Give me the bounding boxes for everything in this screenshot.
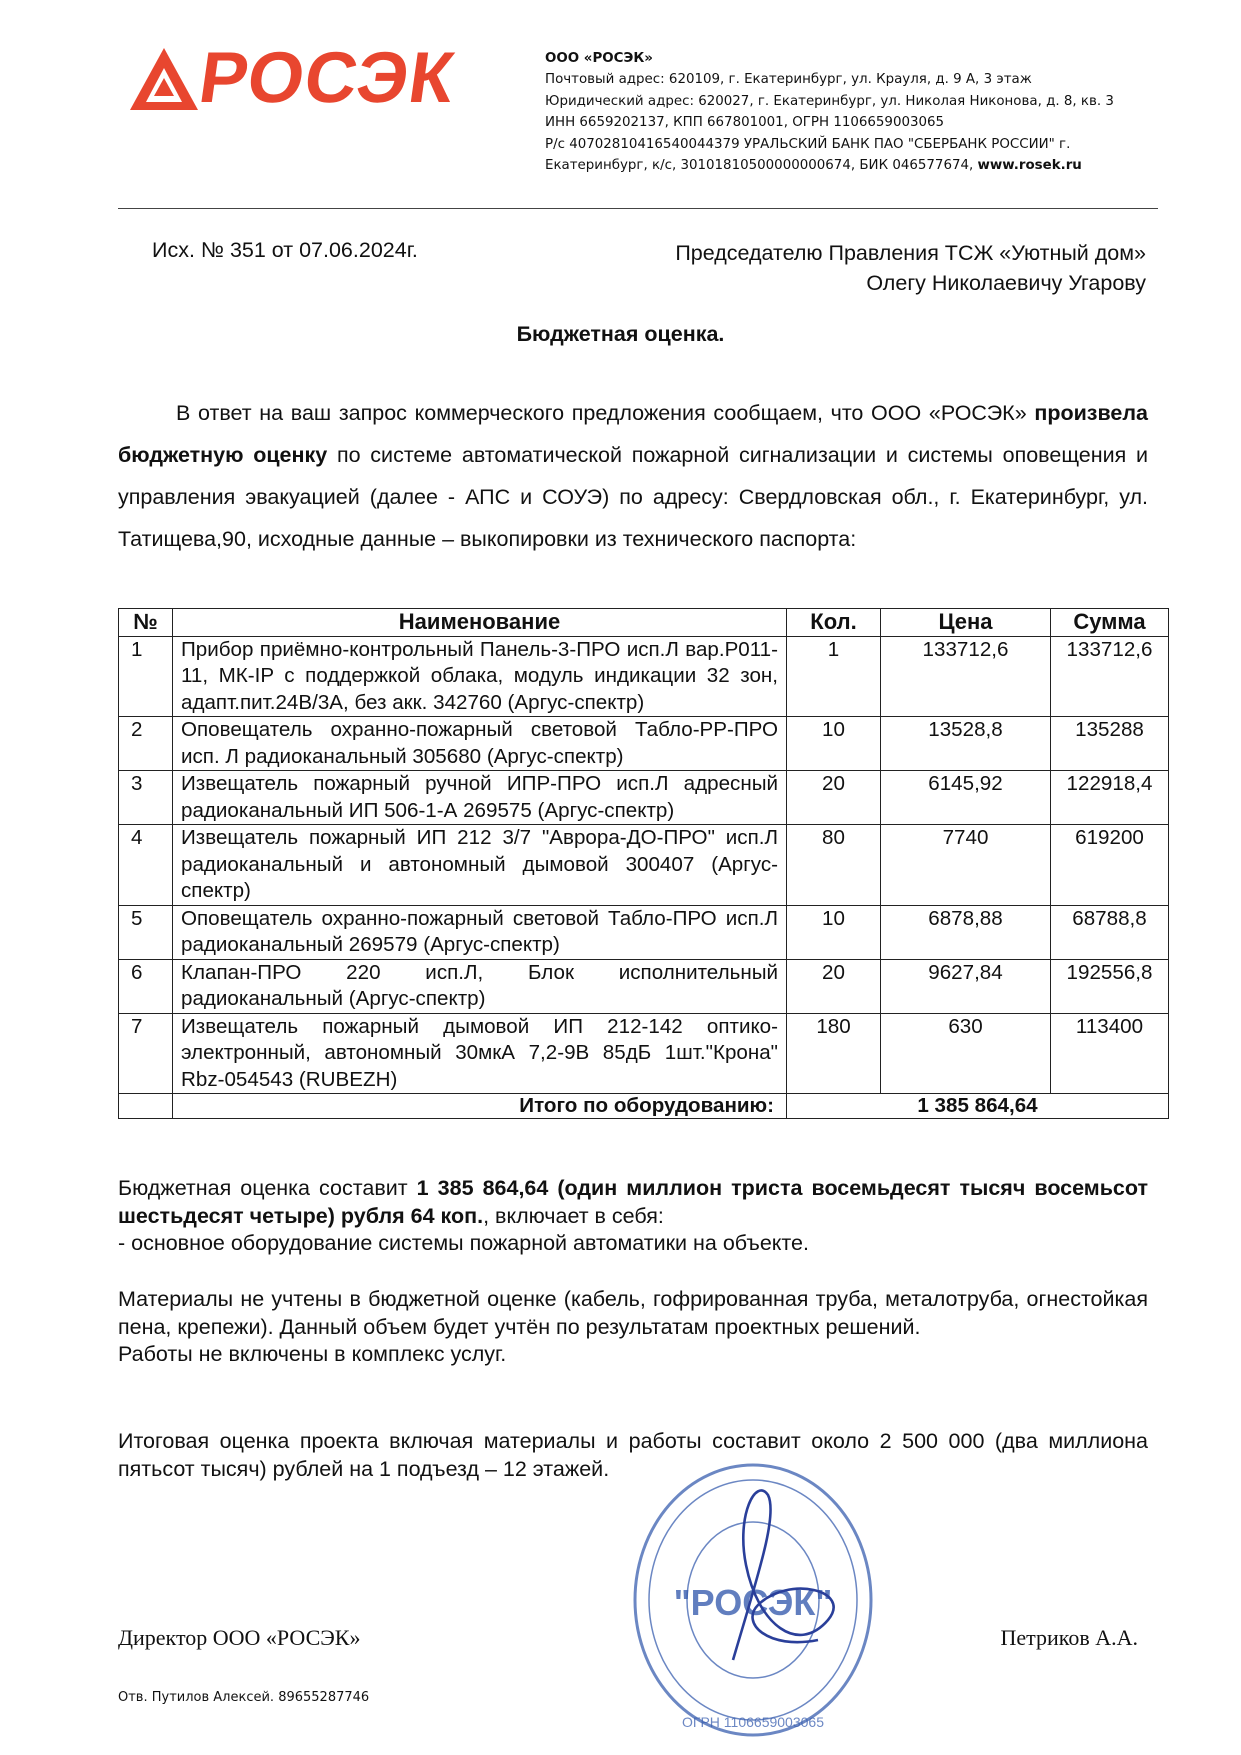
- row-qty: 80: [787, 825, 881, 906]
- table-row: [119, 771, 1169, 825]
- outgoing-reference: Исх. № 351 от 07.06.2024г.: [152, 238, 418, 262]
- row-num: 4: [119, 825, 173, 906]
- row-price: 9627,84: [881, 959, 1051, 1013]
- responsible-contact: Отв. Путилов Алексей. 89655287746: [118, 1690, 370, 1705]
- equipment-table: [118, 608, 1169, 1119]
- column-header-qty: Кол.: [787, 609, 881, 637]
- addressee-position: Председателю Правления ТСЖ «Уютный дом»: [675, 241, 1146, 265]
- table-row: [119, 636, 1169, 717]
- total-label: Итого по оборудованию:: [173, 1094, 787, 1119]
- budget-total-amount: 1 385 864,64 (один миллион триста восемьдесят тысяч восемьсот шестьдесят четыре) рубля 64 коп.: [118, 1176, 1148, 1228]
- row-qty: 10: [787, 905, 881, 959]
- signatory-position: Директор ООО «РОСЭК»: [118, 1625, 361, 1650]
- intro-paragraph: [118, 392, 1148, 560]
- total-value: 1 385 864,64: [787, 1094, 1169, 1119]
- row-num: 2: [119, 717, 173, 771]
- total-empty-cell: [119, 1094, 173, 1119]
- logo-mark-icon: [128, 46, 200, 114]
- budget-summary-paragraph: [118, 1175, 1148, 1258]
- works-note: Работы не включены в комплекс услуг.: [118, 1342, 507, 1366]
- table-total-row: [119, 1094, 1169, 1119]
- company-logo: [128, 38, 468, 118]
- row-sum: 192556,8: [1051, 959, 1169, 1013]
- postal-address: Почтовый адрес: 620109, г. Екатеринбург, ул. Крауля, д. 9 А, 3 этаж: [545, 72, 1032, 88]
- company-stamp: [628, 1455, 888, 1745]
- bank-details-line-2: [545, 155, 1114, 176]
- row-sum: 619200: [1051, 825, 1169, 906]
- row-price: 630: [881, 1013, 1051, 1094]
- document-title: Бюджетная оценка.: [516, 322, 725, 346]
- row-sum: 122918,4: [1051, 771, 1169, 825]
- header-divider: [118, 208, 1158, 209]
- bank-details-text: Екатеринбург, к/с, 30101810500000000674, БИК 046577674,: [545, 158, 978, 174]
- table-row: [119, 959, 1169, 1013]
- row-num: 6: [119, 959, 173, 1013]
- row-qty: 10: [787, 717, 881, 771]
- row-price: 6878,88: [881, 905, 1051, 959]
- row-sum: 113400: [1051, 1013, 1169, 1094]
- row-num: 3: [119, 771, 173, 825]
- row-name: Оповещатель охранно-пожарный световой Табло-РР-ПРО исп. Л радиоканальный 305680 (Аргус-спектр): [173, 717, 787, 771]
- table-row: [119, 905, 1169, 959]
- row-price: 133712,6: [881, 636, 1051, 717]
- table-row: [119, 717, 1169, 771]
- intro-text-2: по системе автоматической пожарной сигнализации и системы оповещения и управления эвакуацией (далее - АПС и СОУЭ) по адресу: Свердловская обл., г. Екатеринбург, ул. Татищева,90, исходные данные – выкопировки из технического паспорта:: [118, 443, 1148, 551]
- column-header-sum: Сумма: [1051, 609, 1169, 637]
- company-website-link[interactable]: www.rosek.ru: [977, 158, 1082, 174]
- budget-summary-lead: Бюджетная оценка составит: [118, 1176, 417, 1200]
- row-qty: 180: [787, 1013, 881, 1094]
- row-num: 5: [119, 905, 173, 959]
- stamp-seal-icon: [628, 1455, 888, 1745]
- row-sum: 135288: [1051, 717, 1169, 771]
- budget-summary-tail: , включает в себя:: [483, 1203, 664, 1228]
- row-price: 7740: [881, 825, 1051, 906]
- stamp-center-text: "РОСЭК": [673, 1582, 833, 1623]
- row-name: Извещатель пожарный ручной ИПР-ПРО исп.Л адресный радиоканальный ИП 506-1-А 269575 (Аргус-спектр): [173, 771, 787, 825]
- final-estimate-paragraph: Итоговая оценка проекта включая материалы и работы составит около 2 500 000 (два миллиона пятьсот тысяч) рублей на 1 подъезд – 12 этажей.: [118, 1429, 1148, 1481]
- materials-paragraph: [118, 1286, 1148, 1369]
- row-name: Прибор приёмно-контрольный Панель-3-ПРО исп.Л вар.Р011-11, МК-IP с поддержкой облака, модуль индикации 32 зон, адапт.пит.24В/3А, без акк. 342760 (Аргус-спектр): [173, 636, 787, 717]
- signature-scribble-icon: [733, 1490, 834, 1660]
- materials-note: Материалы не учтены в бюджетной оценке (кабель, гофрированная труба, металотруба, огнестойкая пена, крепежи). Данный объем будет учтён по результатам проектных решений.: [118, 1287, 1148, 1339]
- row-name: Клапан-ПРО 220 исп.Л, Блок исполнительный радиоканальный (Аргус-спектр): [173, 959, 787, 1013]
- legal-address: Юридический адрес: 620027, г. Екатеринбург, ул. Николая Никонова, д. 8, кв. 3: [545, 93, 1114, 109]
- budget-included-item: - основное оборудование системы пожарной автоматики на объекте.: [118, 1231, 809, 1255]
- company-ids: ИНН 6659202137, КПП 667801001, ОГРН 1106659003065: [545, 115, 945, 131]
- row-qty: 20: [787, 771, 881, 825]
- row-name: Извещатель пожарный ИП 212 3/7 "Аврора-ДО-ПРО" исп.Л радиоканальный и автономный дымовой 300407 (Аргус-спектр): [173, 825, 787, 906]
- row-name: Извещатель пожарный дымовой ИП 212-142 оптико-электронный, автономный 30мкА 7,2-9В 85дБ 1шт."Крона" Rbz-054543 (RUBEZH): [173, 1013, 787, 1094]
- addressee-name: Олегу Николаевичу Угарову: [866, 271, 1146, 295]
- row-name: Оповещатель охранно-пожарный световой Табло-ПРО исп.Л радиоканальный 269579 (Аргус-спектр): [173, 905, 787, 959]
- table-row: [119, 1013, 1169, 1094]
- row-sum: 68788,8: [1051, 905, 1169, 959]
- table-row: [119, 825, 1169, 906]
- column-header-price: Цена: [881, 609, 1051, 637]
- row-sum: 133712,6: [1051, 636, 1169, 717]
- table-header-row: [119, 609, 1169, 637]
- stamp-ogrn-text: ОГРН 1106659003065: [682, 1714, 824, 1730]
- row-num: 7: [119, 1013, 173, 1094]
- column-header-num: №: [119, 609, 173, 637]
- company-name: ООО «РОСЭК»: [545, 51, 653, 66]
- company-details: [545, 48, 1114, 176]
- bank-details-line-1: Р/с 40702810416540044379 УРАЛЬСКИЙ БАНК ПАО "СБЕРБАНК РОССИИ" г.: [545, 136, 1071, 152]
- row-qty: 1: [787, 636, 881, 717]
- column-header-name: Наименование: [173, 609, 787, 637]
- row-price: 6145,92: [881, 771, 1051, 825]
- addressee-block: [675, 238, 1146, 298]
- row-qty: 20: [787, 959, 881, 1013]
- row-price: 13528,8: [881, 717, 1051, 771]
- row-num: 1: [119, 636, 173, 717]
- intro-text-1: В ответ на ваш запрос коммерческого предложения сообщаем, что ООО «РОСЭК»: [176, 401, 1027, 425]
- intro-bold-text: произвела бюджетную оценку: [118, 401, 1148, 467]
- signatory-name: Петриков А.А.: [1000, 1625, 1138, 1650]
- budget-summary-text: [118, 1175, 1148, 1230]
- logo-wordmark: РОСЭК: [194, 38, 460, 118]
